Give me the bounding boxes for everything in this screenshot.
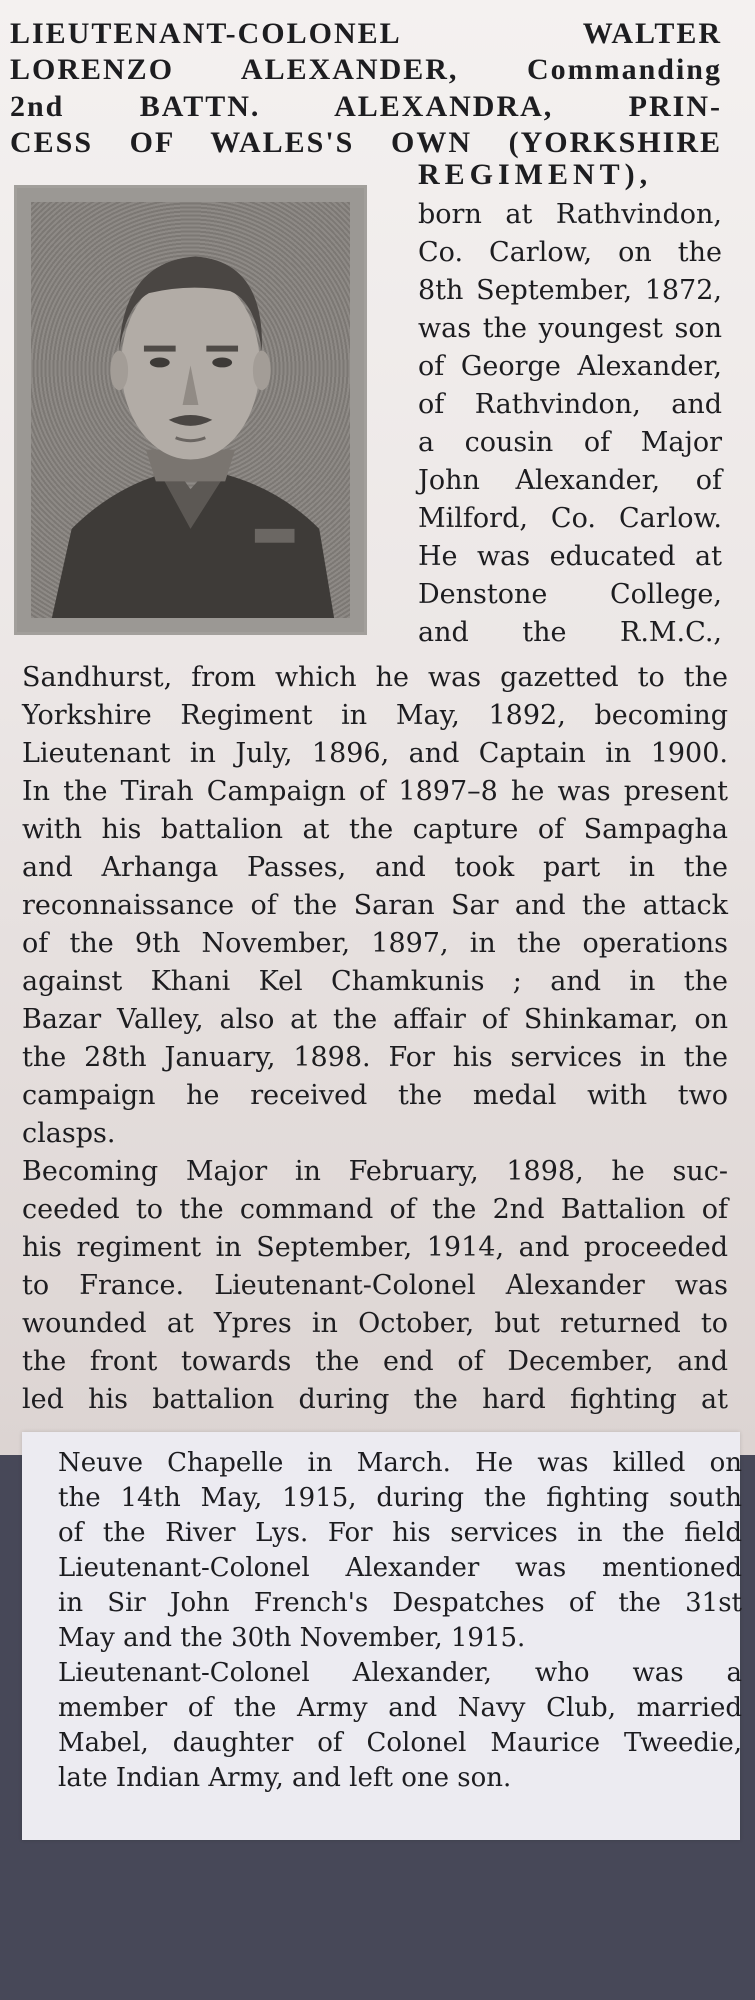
- body-line-14: Becoming Major in February, 1898, he suc-: [22, 1156, 728, 1187]
- continuation-line-8: member of the Army and Navy Club, married: [58, 1693, 742, 1723]
- column-line-8: John Alexander, of: [418, 465, 722, 496]
- continuation-line-9: Mabel, daughter of Colonel Maurice Tweedie,: [58, 1728, 742, 1758]
- continuation-line-3: of the River Lys. For his services in the field: [58, 1518, 742, 1548]
- column-line-10: He was educated at: [418, 541, 722, 572]
- body-line-5: with his battalion at the capture of Sampagha: [22, 814, 728, 845]
- column-line-6: of Rathvindon, and: [418, 389, 722, 420]
- body-line-2: Yorkshire Regiment in May, 1892, becoming: [22, 700, 728, 731]
- body-line-9: against Khani Kel Chamkunis ; and in the: [22, 966, 728, 997]
- column-line-9: Milford, Co. Carlow.: [418, 503, 722, 534]
- heading-line-2: LORENZO ALEXANDER, Commanding: [10, 53, 722, 86]
- column-line-3: 8th September, 1872,: [418, 275, 722, 306]
- body-line-11: the 28th January, 1898. For his services in the: [22, 1042, 728, 1073]
- column-line-12: and the R.M.C.,: [418, 617, 722, 648]
- body-line-7: reconnaissance of the Saran Sar and the attack: [22, 890, 728, 921]
- body-line-18: wounded at Ypres in October, but returned to: [22, 1308, 728, 1339]
- column-line-7: a cousin of Major: [418, 427, 722, 458]
- body-line-17: to France. Lieutenant-Colonel Alexander was: [22, 1270, 728, 1301]
- continuation-line-10: late Indian Army, and left one son.: [58, 1763, 512, 1793]
- column-line-11: Denstone College,: [418, 579, 722, 610]
- heading-line-1: LIEUTENANT-COLONEL WALTER: [10, 17, 722, 50]
- heading-line-4: CESS OF WALES'S OWN (YORKSHIRE: [10, 126, 722, 159]
- continuation-line-2: the 14th May, 1915, during the fighting south: [58, 1483, 742, 1513]
- continuation-line-6: May and the 30th November, 1915.: [58, 1623, 526, 1653]
- continuation-line-1: Neuve Chapelle in March. He was killed on: [58, 1448, 742, 1478]
- body-line-8: of the 9th November, 1897, in the operations: [22, 928, 728, 959]
- body-line-4: In the Tirah Campaign of 1897–8 he was present: [22, 776, 728, 807]
- body-line-3: Lieutenant in July, 1896, and Captain in 1900.: [22, 738, 728, 769]
- portrait-photo: [14, 185, 367, 635]
- body-line-16: his regiment in September, 1914, and proceeded: [22, 1232, 728, 1263]
- book-page-continuation: [22, 1432, 740, 1840]
- body-line-19: the front towards the end of December, and: [22, 1346, 728, 1377]
- heading-line-3: 2nd BATTN. ALEXANDRA, PRIN-: [10, 90, 722, 123]
- portrait-halftone: [31, 202, 350, 618]
- column-line-5: of George Alexander,: [418, 351, 722, 382]
- column-line-1: born at Rathvindon,: [418, 199, 722, 230]
- continuation-line-7: Lieutenant-Colonel Alexander, who was a: [58, 1658, 742, 1688]
- body-line-6: and Arhanga Passes, and took part in the: [22, 852, 728, 883]
- body-line-13: clasps.: [22, 1118, 116, 1149]
- column-line-4: was the youngest son: [418, 313, 722, 344]
- continuation-line-5: in Sir John French's Despatches of the 31st: [58, 1588, 742, 1618]
- column-line-2: Co. Carlow, on the: [418, 237, 722, 268]
- body-line-1: Sandhurst, from which he was gazetted to the: [22, 662, 728, 693]
- body-line-12: campaign he received the medal with two: [22, 1080, 728, 1111]
- body-line-10: Bazar Valley, also at the affair of Shinkamar, on: [22, 1004, 728, 1035]
- body-line-15: ceeded to the command of the 2nd Battalion of: [22, 1194, 728, 1225]
- officer-portrait-figure: [31, 202, 350, 618]
- continuation-line-4: Lieutenant-Colonel Alexander was mentioned: [58, 1553, 742, 1583]
- body-line-20: led his battalion during the hard fighting at: [22, 1384, 728, 1415]
- heading-line-5: REGIMENT),: [418, 158, 653, 191]
